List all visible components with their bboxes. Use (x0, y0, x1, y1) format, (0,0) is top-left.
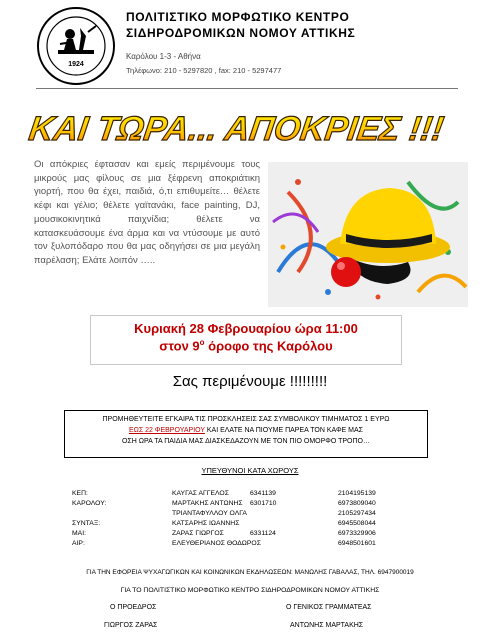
president-name: ΓΙΩΡΓΟΣ ΖΑΡΑΣ (104, 622, 158, 629)
logo-year: 1924 (68, 61, 84, 68)
carnival-banner (26, 96, 447, 156)
organization-logo (36, 6, 116, 86)
promo-line2: ΕΩΣ 22 ΦΕΒΡΟΥΑΡΙΟΥ ΚΑΙ ΕΛΑΤΕ ΝΑ ΠΙΟΥΜΕ ΠΑΡΕΑ ΤΟΝ ΚΑΦΕ ΜΑΣ (128, 427, 363, 434)
header-divider (36, 88, 458, 89)
org-phones: Τηλέφωνο: 210 - 5297820 , fax: 210 - 5297477 (126, 66, 282, 75)
clown-hat-photo (268, 162, 468, 307)
invitation-promo-box (64, 410, 428, 458)
promo-line1: ΠΡΟΜΗΘΕΥΤΕΙΤΕ ΕΓΚΑΙΡΑ ΤΙΣ ΠΡΟΣΚΛΗΣΕΙΣ ΣΑΣ ΣΥΜΒΟΛΙΚΟΥ ΤΙΜΗΜΑΤΟΣ 1 ΕΥΡΩ (102, 416, 390, 423)
event-location: στον $9^o$ όροφο της Καρόλου (159, 338, 333, 354)
banner-text: ΚΑΙ ΤΩΡΑ... ΑΠΟΚΡΙΕΣ !!! (26, 110, 447, 148)
president-role: Ο ΠΡΟΕΔΡΟΣ (110, 604, 157, 611)
see-you-text: Σας περιμένουμε !!!!!!!!! (172, 373, 328, 390)
secretary-name: ΑΝΤΩΝΗΣ ΜΑΡΤΑΚΗΣ (290, 622, 364, 629)
org-name-line1: ΠΟΛΙΤΙΣΤΙΚΟ ΜΟΡΦΩΤΙΚΟ ΚΕΝΤΡΟ (126, 10, 350, 24)
event-date: Κυριακή 28 Φεβρουαρίου ώρα 11:00 (134, 321, 358, 336)
event-datetime-box (90, 315, 402, 365)
events-board-contact: ΓΙΑ ΤΗΝ ΕΦΟΡΕΙΑ ΨΥΧΑΓΩΓΙΚΩΝ ΚΑΙ ΚΟΙΝΩΝΙΚΩΝ ΕΚΔΗΛΩΣΕΩΝ: ΜΑΝΩΛΗΣ ΓΑΒΑΛΑΣ, ΤΗΛ. 6947900019 (86, 569, 414, 576)
responsibles-title: ΥΠΕΥΘΥΝΟΙ ΚΑΤΑ ΧΩΡΟΥΣ (201, 466, 299, 475)
secretary-role: Ο ΓΕΝΙΚΟΣ ΓΡΑΜΜΑΤΕΑΣ (286, 604, 372, 611)
intro-paragraph: Οι απόκριες έφτασαν και εμείς περιμένουμε τους μικρούς μας φίλους σε μια ξέφρενη αποκριάτικη γιορτή, που θα έχει, παιδιά, ό,τι επιθυμείτε… θέλετε κέφι και γέλιο; θέλετε γαϊτανάκι, face painting, DJ, μουσικοκινητικά παιχνίδια; θέλετε να κατασκευάσουμε ένα άρμα και να ντύσουμε με αυτό τον ξυλοπόδαρο που θα μας οδηγήσει σε μια μεγάλη παρέλαση; Ελάτε λοιπόν ….. (34, 159, 260, 266)
promo-line3: ΟΣΗ ΩΡΑ ΤΑ ΠΑΙΔΙΑ ΜΑΣ ΔΙΑΣΚΕΔΑΖΟΥΝ ΜΕ ΤΟΝ ΠΙΟ ΟΜΟΡΦΟ ΤΡΟΠΟ… (121, 438, 371, 445)
org-name-line2: ΣΙΔΗΡΟΔΡΟΜΙΚΩΝ ΝΟΜΟΥ ΑΤΤΙΚΗΣ (126, 26, 356, 40)
org-address: Καρόλου 1-3 - Αθήνα (126, 52, 201, 61)
org-signature-heading: ΓΙΑ ΤΟ ΠΟΛΙΤΙΣΤΙΚΟ ΜΟΡΦΩΤΙΚΟ ΚΕΝΤΡΟ ΣΙΔΗΡΟΔΡΟΜΙΚΩΝ ΝΟΜΟΥ ΑΤΤΙΚΗΣ (120, 587, 380, 594)
